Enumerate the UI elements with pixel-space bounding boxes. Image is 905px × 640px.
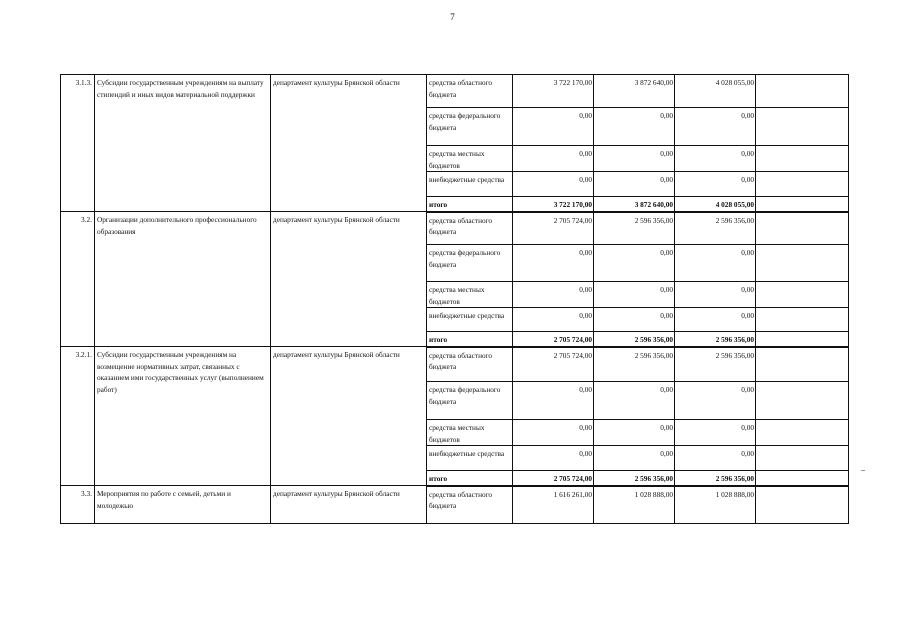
empty-cell xyxy=(756,420,849,446)
total-year-3: 4 028 055,00 xyxy=(675,197,756,212)
item-executor: департамент культуры Брянской области xyxy=(271,75,427,212)
empty-cell xyxy=(756,108,849,146)
total-year-1: 2 705 724,00 xyxy=(513,332,594,347)
amount-year-2: 0,00 xyxy=(594,382,675,420)
total-year-3: 2 596 356,00 xyxy=(675,332,756,347)
amount-year-1: 2 705 724,00 xyxy=(513,347,594,382)
amount-year-3: 0,00 xyxy=(675,282,756,308)
item-executor: департамент культуры Брянской области xyxy=(271,212,427,347)
item-name: Мероприятия по работе с семьей, детьми и молодежью xyxy=(95,486,271,524)
empty-cell xyxy=(756,486,849,524)
empty-cell xyxy=(756,347,849,382)
total-year-3: 2 596 356,00 xyxy=(675,471,756,486)
item-name: Организации дополнительного профессионального образования xyxy=(95,212,271,347)
amount-year-2: 0,00 xyxy=(594,146,675,172)
source-label: средства федерального бюджета xyxy=(427,108,513,146)
source-label: внебюджетные средства xyxy=(427,308,513,332)
source-label: средства областного бюджета xyxy=(427,347,513,382)
total-year-2: 2 596 356,00 xyxy=(594,332,675,347)
total-label: итого xyxy=(427,471,513,486)
empty-cell xyxy=(756,308,849,332)
amount-year-1: 0,00 xyxy=(513,282,594,308)
item-code: 3.1.3. xyxy=(61,75,95,212)
total-label: итого xyxy=(427,332,513,347)
amount-year-2: 0,00 xyxy=(594,446,675,471)
empty-cell xyxy=(756,332,849,347)
source-label: средства местных бюджетов xyxy=(427,282,513,308)
scan-mark xyxy=(861,470,865,471)
amount-year-2: 0,00 xyxy=(594,172,675,197)
program-funding-table xyxy=(60,74,849,524)
item-code: 3.2. xyxy=(61,212,95,347)
total-year-2: 3 872 640,00 xyxy=(594,197,675,212)
source-label: средства федерального бюджета xyxy=(427,382,513,420)
table-row xyxy=(61,486,849,524)
amount-year-3: 1 028 888,00 xyxy=(675,486,756,524)
amount-year-2: 0,00 xyxy=(594,282,675,308)
table-row xyxy=(61,212,849,245)
total-year-1: 2 705 724,00 xyxy=(513,471,594,486)
amount-year-3: 0,00 xyxy=(675,245,756,282)
amount-year-2: 2 596 356,00 xyxy=(594,347,675,382)
amount-year-1: 0,00 xyxy=(513,245,594,282)
amount-year-1: 0,00 xyxy=(513,420,594,446)
amount-year-2: 0,00 xyxy=(594,108,675,146)
amount-year-1: 3 722 170,00 xyxy=(513,75,594,108)
amount-year-3: 0,00 xyxy=(675,420,756,446)
amount-year-1: 0,00 xyxy=(513,446,594,471)
amount-year-3: 0,00 xyxy=(675,146,756,172)
source-label: средства местных бюджетов xyxy=(427,146,513,172)
empty-cell xyxy=(756,197,849,212)
empty-cell xyxy=(756,212,849,245)
amount-year-3: 0,00 xyxy=(675,108,756,146)
amount-year-1: 0,00 xyxy=(513,172,594,197)
empty-cell xyxy=(756,382,849,420)
source-label: внебюджетные средства xyxy=(427,446,513,471)
empty-cell xyxy=(756,172,849,197)
amount-year-1: 0,00 xyxy=(513,146,594,172)
table-row xyxy=(61,347,849,382)
total-year-2: 2 596 356,00 xyxy=(594,471,675,486)
amount-year-1: 0,00 xyxy=(513,108,594,146)
item-name: Субсидии государственным учреждениям на выплату стипендий и иных видов материальной поддержки xyxy=(95,75,271,212)
amount-year-2: 0,00 xyxy=(594,308,675,332)
page-number: 7 xyxy=(450,12,455,22)
source-label: средства местных бюджетов xyxy=(427,420,513,446)
amount-year-1: 0,00 xyxy=(513,382,594,420)
amount-year-3: 0,00 xyxy=(675,382,756,420)
source-label: средства областного бюджета xyxy=(427,212,513,245)
amount-year-1: 0,00 xyxy=(513,308,594,332)
total-year-1: 3 722 170,00 xyxy=(513,197,594,212)
total-label: итого xyxy=(427,197,513,212)
amount-year-3: 0,00 xyxy=(675,308,756,332)
source-label: средства федерального бюджета xyxy=(427,245,513,282)
empty-cell xyxy=(756,146,849,172)
source-label: внебюджетные средства xyxy=(427,172,513,197)
amount-year-3: 2 596 356,00 xyxy=(675,212,756,245)
amount-year-2: 0,00 xyxy=(594,245,675,282)
amount-year-2: 2 596 356,00 xyxy=(594,212,675,245)
empty-cell xyxy=(756,282,849,308)
amount-year-1: 2 705 724,00 xyxy=(513,212,594,245)
item-code: 3.2.1. xyxy=(61,347,95,486)
empty-cell xyxy=(756,446,849,471)
amount-year-3: 0,00 xyxy=(675,172,756,197)
table-row xyxy=(61,75,849,108)
amount-year-1: 1 616 261,00 xyxy=(513,486,594,524)
amount-year-3: 2 596 356,00 xyxy=(675,347,756,382)
amount-year-2: 1 028 888,00 xyxy=(594,486,675,524)
amount-year-3: 0,00 xyxy=(675,446,756,471)
item-executor: департамент культуры Брянской области xyxy=(271,347,427,486)
item-executor: департамент культуры Брянской области xyxy=(271,486,427,524)
item-name: Субсидии государственным учреждениям на возмещение нормативных затрат, связанных с оказанием ими государственных услуг (выполнением работ) xyxy=(95,347,271,486)
item-code: 3.3. xyxy=(61,486,95,524)
amount-year-2: 0,00 xyxy=(594,420,675,446)
source-label: средства областного бюджета xyxy=(427,75,513,108)
amount-year-2: 3 872 640,00 xyxy=(594,75,675,108)
empty-cell xyxy=(756,471,849,486)
empty-cell xyxy=(756,245,849,282)
source-label: средства областного бюджета xyxy=(427,486,513,524)
amount-year-3: 4 028 055,00 xyxy=(675,75,756,108)
empty-cell xyxy=(756,75,849,108)
